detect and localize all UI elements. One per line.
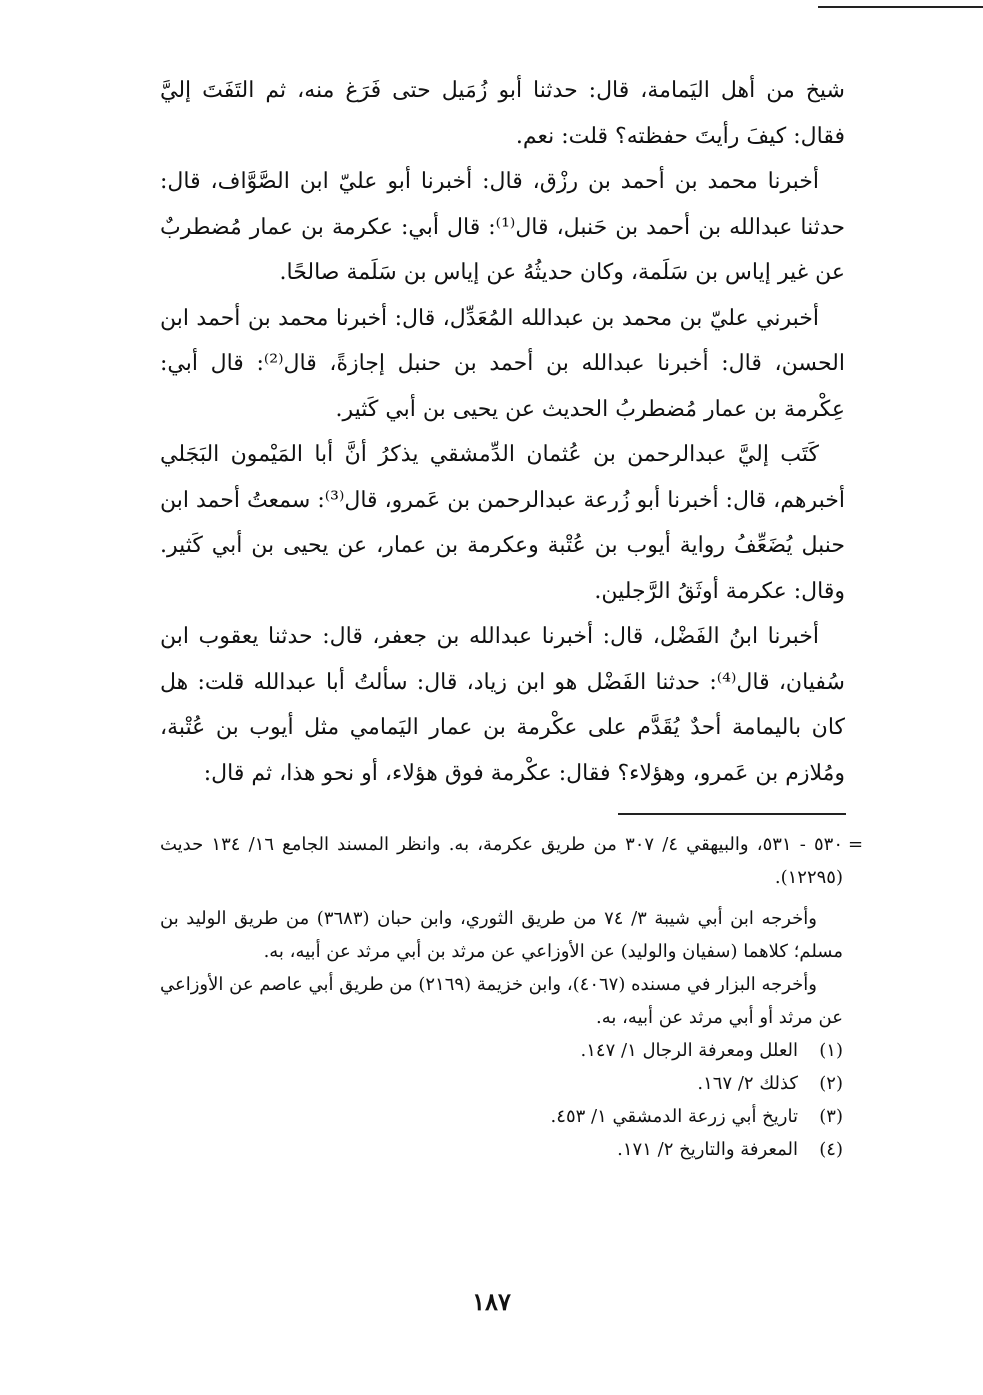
footnote-number: (٣): [819, 1106, 843, 1127]
page-number: ١٨٧: [472, 1287, 511, 1316]
footnote-number: (٢): [819, 1073, 843, 1094]
main-text: [160, 68, 845, 796]
footnote-number: (١): [819, 1040, 843, 1061]
footnote-separator: [618, 813, 846, 815]
footnote-item: [160, 1100, 843, 1133]
top-rule: [818, 6, 983, 8]
footnote-item: [160, 1133, 843, 1166]
paragraph-5: أخبرنا ابنُ الفَضْل، قال: أخبرنا عبدالله بن جعفر، قال: حدثنا يعقوب ابن سُفيان، قال⁽⁴⁾: حدثنا الفَضْل هو ابن زياد، قال: سألتُ أبا عبدالله قلت: هل كان باليمامة أحدٌ يُقَدَّم على عكْرمة بن عمار اليَمامي مثل أيوب بن عُتْبة، ومُلازم بن عَمرو، وهؤلاء؟ فقال: عكْرمة فوق هؤلاء، أو نحو هذا، ثم قال:: [160, 624, 845, 786]
paragraph-1: شيخ من أهل اليَمامة، قال: حدثنا أبو زُمَيل حتى فَرَغ منه، ثم التَفَتَ إليَّ فقال: كيفَ رأيتَ حفظته؟ قلت: نعم.: [160, 78, 845, 149]
footnote-continued: ٥٣٠ - ٥٣١، والبيهقي ٤/ ٣٠٧ من طريق عكرمة، به. وانظر المسند الجامع ١٦/ ١٣٤ حديث (١٢٢٩٥).: [160, 834, 843, 888]
footnotes: [160, 828, 843, 1166]
footnote-text: كذلك ٢/ ١٦٧.: [697, 1073, 798, 1094]
footnote-item: [160, 1067, 843, 1100]
footnote-number: (٤): [819, 1139, 843, 1160]
footnote-text: تاريخ أبي زرعة الدمشقي ١/ ٤٥٣.: [550, 1106, 798, 1127]
paragraph-3: أخبرني عليّ بن محمد بن عبدالله المُعَدِّل، قال: أخبرنا محمد بن أحمد ابن الحسن، قال: أخبرنا عبدالله بن أحمد بن حنبل إجازةً، قال⁽²⁾: قال أبي: عِكْرمة بن عمار مُضطربُ الحديث عن يحيى بن أبي كَثير.: [160, 305, 845, 422]
footnote-item: [160, 1034, 843, 1067]
continuation-mark: =: [848, 834, 864, 855]
footnote-list: [160, 1034, 843, 1166]
paragraph-4: كَتَب إليَّ عبدالرحمن بن عُثمان الدِّمشقي يذكرُ أنَّ أبا المَيْمون البَجَلي أخبرهم، قال: أخبرنا أبو زُرعة عبدالرحمن بن عَمرو، قال⁽³⁾: سمعتُ أحمد ابن حنبل يُضَعِّفُ رواية أيوب بن عُتْبة وعكرمة بن عمار، عن يحيى بن أبي كَثير. وقال: عكرمة أوثَقُ الرَّجلين.: [160, 442, 846, 604]
footnote-text: العلل ومعرفة الرجال ١/ ١٤٧.: [580, 1040, 798, 1061]
footnote-extra-2: وأخرجه البزار في مسنده (٤٠٦٧)، وابن خزيمة (٢١٦٩) من طريق أبي عاصم عن الأوزاعي عن مرثد أو أبي مرثد عن أبيه، به.: [160, 974, 843, 1028]
paragraph-2: أخبرنا محمد بن أحمد بن رزْق، قال: أخبرنا أبو عليّ ابن الصَّوَّاف، قال: حدثنا عبدالله بن أحمد بن حَنبل، قال⁽¹⁾: قال أبي: عكرمة بن عمار مُضطربٌ عن غير إياس بن سَلَمة، وكان حديثُهُ عن إياس بن سَلَمة صالحًا.: [160, 169, 845, 285]
footnote-extra-1: وأخرجه ابن أبي شيبة ٣/ ٧٤ من طريق الثوري، وابن حبان (٣٦٨٣) من طريق الوليد بن مسلم؛ كلاهما (سفيان والوليد) عن الأوزاعي عن مرثد بن أبي مرثد عن أبيه، به.: [160, 908, 843, 962]
footnote-text: المعرفة والتاريخ ٢/ ١٧١.: [617, 1139, 798, 1160]
